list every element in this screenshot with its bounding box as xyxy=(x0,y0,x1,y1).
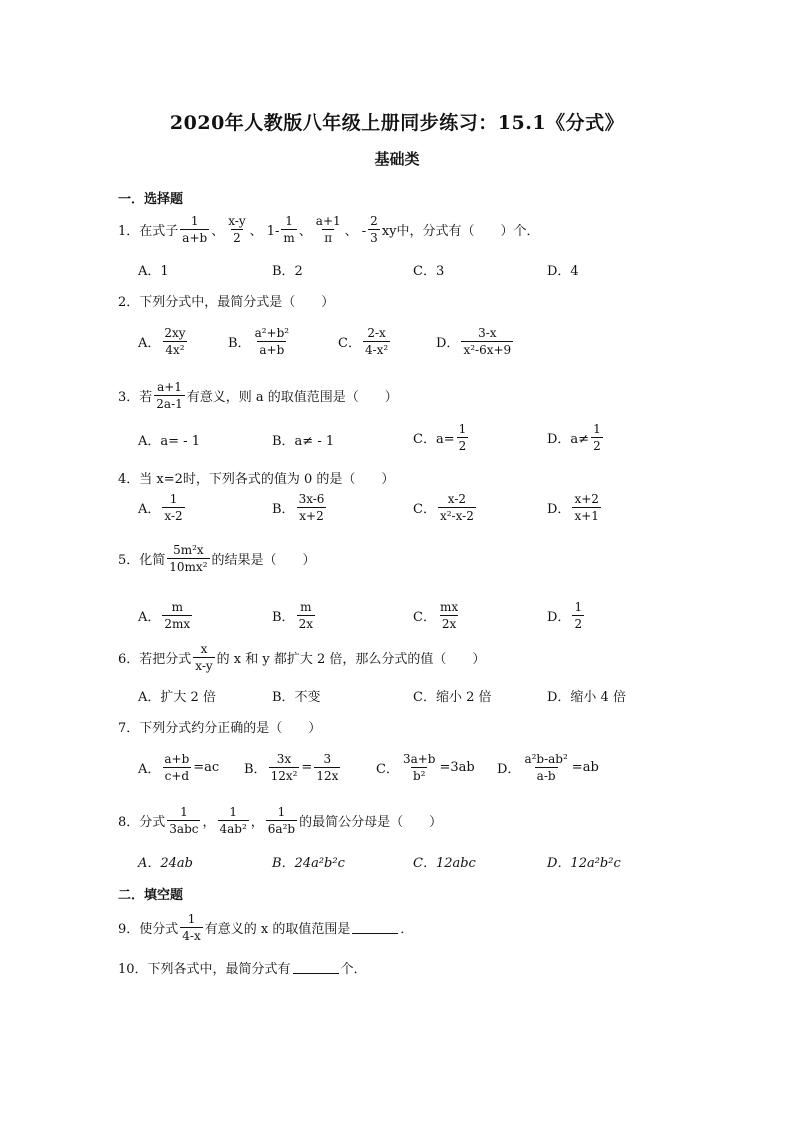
q4-option-b: B． $\frac{3x-6}{x+2}$ xyxy=(272,492,325,523)
q1-text: 1． xyxy=(118,224,140,239)
page-title: 2020年人教版八年级上册同步练习：15.1《分式》 xyxy=(169,112,625,134)
q8-option-d: D．12a²b²c xyxy=(547,856,621,871)
q2-option-d: D． $\frac{3-x}{\text{x²-6x+9}}$ xyxy=(436,326,512,357)
q8-option-a: A．24ab xyxy=(138,856,194,871)
q2-option-a: A． $\frac{2xy}{\text{4x²}}$ xyxy=(138,326,186,357)
q5-option-c: C． $\frac{mx}{2x}$ xyxy=(413,600,459,631)
q7-option-b: B． $\frac{3x}{\text{12x²}}$ = $\frac{3}{12x}$ xyxy=(244,752,339,783)
answer-blank[interactable] xyxy=(352,921,398,934)
q5-option-b: B． $\frac{m}{2x}$ xyxy=(272,600,313,631)
q2-option-c: C． $\frac{2-x}{\text{4-x²}}$ xyxy=(338,326,389,357)
q1-sep: 、 xyxy=(211,224,225,239)
q3-option-c: C．a= $\frac{1}{2}$ xyxy=(413,422,467,453)
fraction: $\frac{2}{3}$ xyxy=(370,214,378,245)
q1-sep: 、 - xyxy=(344,224,367,239)
question-5: 5．化简 $\frac{\text{5m²x}}{\text{10mx²}}$ 的结果是（ ） xyxy=(118,543,316,574)
question-8: 8．分式 $\frac{1}{\text{3abc}}$ ， $\frac{1}{\text{4ab²}}$ ， $\frac{1}{\text{6a²b}}$ 的最简公分母是（ ） xyxy=(118,805,443,836)
q6-option-c: C．缩小 2 倍 xyxy=(413,690,492,705)
page-subtitle: 基础类 xyxy=(374,150,420,168)
q6-option-b: B．不变 xyxy=(272,690,321,705)
q3-option-a: A．a= - 1 xyxy=(138,434,200,449)
q1-option-c: C．3 xyxy=(413,264,445,279)
question-2: 2．下列分式中，最简分式是（ ） xyxy=(118,295,335,310)
q3-option-d: D．a≠ $\frac{1}{2}$ xyxy=(547,422,601,453)
fraction: $\frac{1}{a+b}$ xyxy=(182,214,208,245)
q1-text: 在式子 xyxy=(139,224,179,239)
q1-option-a: A．1 xyxy=(138,264,169,279)
q2-option-b: B． $\frac{\text{a²+b²}}{a+b}$ xyxy=(228,326,290,357)
fraction: $\frac{a+1}{\pi}$ xyxy=(315,214,341,245)
q1-option-d: D．4 xyxy=(547,264,579,279)
section-fill: 二．填空题 xyxy=(118,888,184,903)
q8-option-c: C．12abc xyxy=(413,856,476,871)
question-3: 3．若 $\frac{a+1}{2a-1}$ 有意义，则 a 的取值范围是（ ） xyxy=(118,380,398,411)
q4-option-c: C． $\frac{x-2}{\text{x²-x-2}}$ xyxy=(413,492,474,523)
q1-sep: 、 1- xyxy=(249,224,280,239)
q1-text: xy中，分式有（ ）个． xyxy=(381,224,540,239)
q1-sep: 、 xyxy=(298,224,312,239)
q5-option-d: D． $\frac{1}{2}$ xyxy=(547,600,583,631)
q4-option-d: D． $\frac{x+2}{x+1}$ xyxy=(547,492,599,523)
q6-option-a: A．扩大 2 倍 xyxy=(138,690,216,705)
question-7: 7．下列分式约分正确的是（ ） xyxy=(118,721,322,736)
q6-option-d: D．缩小 4 倍 xyxy=(547,690,626,705)
q5-option-a: A． $\frac{m}{2mx}$ xyxy=(138,600,191,631)
fraction: $\frac{x-y}{2}$ xyxy=(228,214,246,245)
fraction: $\frac{1}{m}$ xyxy=(283,214,295,245)
q3-option-b: B．a≠ - 1 xyxy=(272,434,335,449)
question-6: 6．若把分式 $\frac{x}{x-y}$ 的 x 和 y 都扩大 2 倍，那么分式的值（ ） xyxy=(118,642,486,673)
question-1 xyxy=(118,214,540,245)
answer-blank[interactable] xyxy=(293,961,339,974)
q8-option-b: B．24a²b²c xyxy=(272,856,345,871)
q7-option-c: C． $\frac{3a+b}{\text{b²}}$ =3ab xyxy=(376,752,475,783)
question-4: 4．当 x=2时，下列各式的值为 0 的是（ ） xyxy=(118,472,395,487)
section-choice: 一．选择题 xyxy=(118,192,184,207)
q1-option-b: B．2 xyxy=(272,264,303,279)
q4-option-a: A． $\frac{1}{x-2}$ xyxy=(138,492,183,523)
q7-option-a: A． $\frac{a+b}{c+d}$ =ac xyxy=(138,752,220,783)
question-9: 9．使分式 $\frac{1}{4-x}$ 有意义的 x 的取值范围是 ． xyxy=(118,912,414,943)
q7-option-d: D． $\frac{\text{a²b-ab²}}{a-b}$ =ab xyxy=(497,752,599,783)
question-10: 10．下列各式中，最简分式有 个． xyxy=(118,962,367,977)
